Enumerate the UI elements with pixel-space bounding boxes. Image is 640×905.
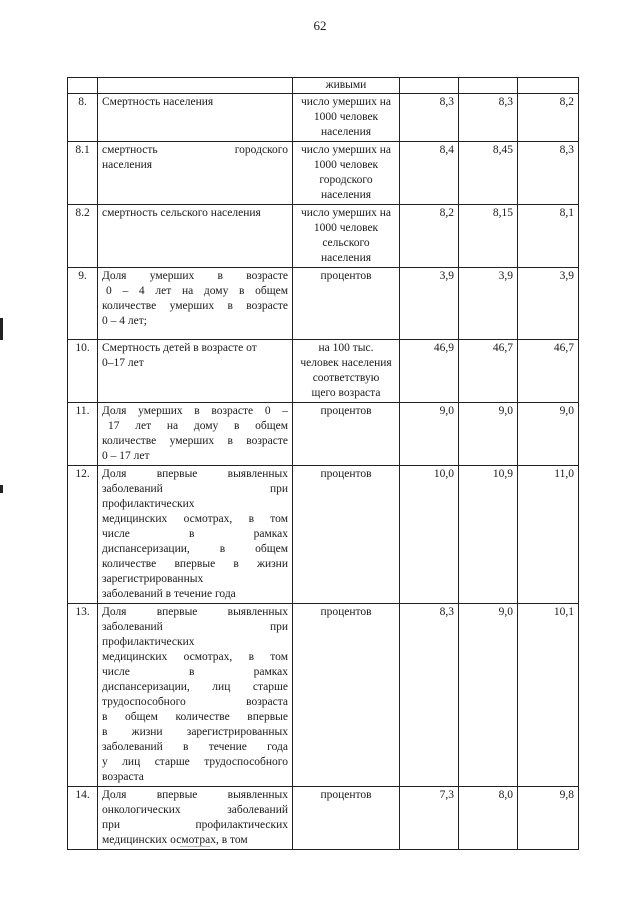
value-cell-year-3: 8,2 bbox=[518, 94, 579, 142]
indicator-name bbox=[98, 787, 293, 850]
indicator-name-line: Доля впервые выявленных bbox=[102, 789, 288, 801]
indicator-name bbox=[98, 466, 293, 604]
indicator-name-line: заболеваний в течение года bbox=[102, 588, 236, 600]
table-row bbox=[68, 142, 579, 205]
value-cell-year-3: 9,8 bbox=[518, 787, 579, 850]
unit-cell bbox=[293, 340, 400, 403]
indicator-name-line: количестве умерших в возрасте bbox=[102, 300, 288, 312]
row-number: 11. bbox=[68, 403, 98, 466]
unit-line: процентов bbox=[320, 606, 372, 618]
value-cell-year-1: 8,3 bbox=[400, 94, 459, 142]
unit-line: процентов bbox=[320, 468, 372, 480]
scan-edge-mark bbox=[0, 485, 3, 493]
unit-line: щего возраста bbox=[311, 387, 381, 399]
indicator-name-line: профилактических bbox=[102, 636, 195, 648]
unit-line: 1000 человек bbox=[313, 111, 379, 123]
value-cell-year-2: 3,9 bbox=[459, 268, 518, 340]
indicator-name-line: числе в рамках bbox=[102, 528, 288, 540]
indicator-name bbox=[98, 268, 293, 340]
value-cell-year-1: 8,4 bbox=[400, 142, 459, 205]
value-cell-year-2: 8,15 bbox=[459, 205, 518, 268]
value-cell-year-3: 10,1 bbox=[518, 604, 579, 787]
value-cell-year-3: 3,9 bbox=[518, 268, 579, 340]
indicator-name-line: диспансеризации, в общем bbox=[102, 543, 288, 555]
indicator-name bbox=[98, 94, 293, 142]
indicator-name bbox=[98, 142, 293, 205]
row-number: 8.1 bbox=[68, 142, 98, 205]
unit-line: процентов bbox=[320, 405, 372, 417]
indicator-name bbox=[98, 205, 293, 268]
value-cell-year-1: 9,0 bbox=[400, 403, 459, 466]
indicator-name-line: в общем количестве впервые bbox=[102, 711, 288, 723]
unit-cell bbox=[293, 142, 400, 205]
unit-line: процентов bbox=[320, 270, 372, 282]
unit-line: сельского bbox=[322, 237, 370, 249]
value-cell-year-2: 8,45 bbox=[459, 142, 518, 205]
indicator-name-line: Доля умерших в возрасте 0 – bbox=[102, 405, 288, 417]
unit-line: городского bbox=[319, 174, 373, 186]
indicator-name-line: медицинских осмотрах, в том bbox=[102, 834, 248, 846]
table-row bbox=[68, 94, 579, 142]
indicator-name-line: заболеваний при bbox=[102, 621, 288, 633]
indicator-name-line: 0 – 4 лет; bbox=[102, 315, 147, 327]
row-number: 13. bbox=[68, 604, 98, 787]
unit-cell bbox=[293, 268, 400, 340]
row-number: 8. bbox=[68, 94, 98, 142]
indicator-name-line: Доля впервые выявленных bbox=[102, 606, 288, 618]
indicator-name-line: количестве впервые в жизни bbox=[102, 558, 288, 570]
indicator-name-line: заболеваний в течение года bbox=[102, 741, 288, 753]
indicator-name bbox=[98, 604, 293, 787]
value-cell-year-3: 9,0 bbox=[518, 403, 579, 466]
table-row bbox=[68, 268, 579, 340]
unit-cell bbox=[293, 94, 400, 142]
unit-line: число умерших на bbox=[300, 144, 392, 156]
indicator-name-line: Смертность детей в возрасте от bbox=[102, 342, 257, 354]
indicator-name-line: 17 лет на дому в общем bbox=[108, 420, 288, 432]
indicator-name-line: смертность сельского населения bbox=[102, 207, 261, 219]
unit-line: число умерших на bbox=[300, 207, 392, 219]
indicators-table bbox=[67, 77, 579, 850]
unit-line: человек населения bbox=[300, 357, 392, 369]
indicator-name-line: числе в рамках bbox=[102, 666, 288, 678]
page-number: 62 bbox=[313, 18, 327, 33]
indicator-name-line: количестве умерших в возрасте bbox=[102, 435, 288, 447]
indicator-name-line: населения bbox=[102, 159, 153, 171]
unit-cell bbox=[293, 787, 400, 850]
row-number: 10. bbox=[68, 340, 98, 403]
indicator-name-line: медицинских осмотрах, в том bbox=[102, 651, 288, 663]
value-cell-year-2: 9,0 bbox=[459, 403, 518, 466]
row-number: 14. bbox=[68, 787, 98, 850]
value-cell-year-3: 46,7 bbox=[518, 340, 579, 403]
table-row bbox=[68, 403, 579, 466]
indicator-name-line: медицинских осмотрах, в том bbox=[102, 513, 288, 525]
indicator-name bbox=[98, 403, 293, 466]
indicator-name-line: трудоспособного возраста bbox=[102, 696, 288, 708]
unit-line: 1000 человек bbox=[313, 159, 379, 171]
unit-line: населения bbox=[320, 252, 372, 264]
unit-line: населения bbox=[320, 189, 372, 201]
value-cell-year-3: 11,0 bbox=[518, 466, 579, 604]
value-cell-year-2: 46,7 bbox=[459, 340, 518, 403]
indicator-name-line: при профилактических bbox=[102, 819, 288, 831]
row-number: 9. bbox=[68, 268, 98, 340]
value-cell-year-1: 46,9 bbox=[400, 340, 459, 403]
unit-line: 1000 человек bbox=[313, 222, 379, 234]
indicator-name-line: диспансеризации, лиц старше bbox=[102, 681, 288, 693]
value-cell-year-1: 8,3 bbox=[400, 604, 459, 787]
unit-line: число умерших на bbox=[300, 96, 392, 108]
indicator-name-line: смертность городского bbox=[102, 144, 288, 156]
value-cell-year-2: 9,0 bbox=[459, 604, 518, 787]
table-row bbox=[68, 604, 579, 787]
indicator-name-line: Доля умерших в возрасте bbox=[102, 270, 288, 282]
indicator-name-line: заболеваний при bbox=[102, 483, 288, 495]
value-cell-year-3: 8,3 bbox=[518, 142, 579, 205]
unit-cell bbox=[293, 403, 400, 466]
value-cell-year-2: 8,3 bbox=[459, 94, 518, 142]
unit-cell bbox=[293, 604, 400, 787]
row-number: 12. bbox=[68, 466, 98, 604]
unit-cell: живыми bbox=[293, 78, 400, 94]
unit-line: соответствую bbox=[312, 372, 380, 384]
table-row bbox=[68, 340, 579, 403]
indicator-name-line: Смертность населения bbox=[102, 96, 214, 108]
indicator-name-line: 0–17 лет bbox=[102, 357, 144, 369]
indicator-name-line: 0 – 4 лет на дому в общем bbox=[106, 285, 288, 297]
indicator-name-line: 0 – 17 лет bbox=[102, 450, 150, 462]
unit-line: на 100 тыс. bbox=[318, 342, 374, 354]
unit-cell bbox=[293, 466, 400, 604]
unit-cell bbox=[293, 205, 400, 268]
indicator-name-line: Доля впервые выявленных bbox=[102, 468, 288, 480]
value-cell-year-1: 3,9 bbox=[400, 268, 459, 340]
value-cell-year-2: 8,0 bbox=[459, 787, 518, 850]
unit-line: населения bbox=[320, 126, 372, 138]
value-cell-year-3: 8,1 bbox=[518, 205, 579, 268]
indicator-name-line: профилактических bbox=[102, 498, 195, 510]
scan-speck bbox=[180, 846, 210, 847]
indicator-name-line: возраста bbox=[102, 771, 144, 783]
unit-line: процентов bbox=[320, 789, 372, 801]
table-row-continuation bbox=[68, 78, 579, 94]
scan-edge-mark bbox=[0, 318, 3, 340]
value-cell-year-1: 10,0 bbox=[400, 466, 459, 604]
value-cell-year-1: 7,3 bbox=[400, 787, 459, 850]
indicator-name-line: в жизни зарегистрированных bbox=[102, 726, 288, 738]
indicator-name-line: зарегистрированных bbox=[102, 573, 204, 585]
indicator-name-line: у лиц старше трудоспособного bbox=[102, 756, 288, 768]
indicator-name-line: онкологических заболеваний bbox=[102, 804, 288, 816]
value-cell-year-1: 8,2 bbox=[400, 205, 459, 268]
value-cell-year-2: 10,9 bbox=[459, 466, 518, 604]
indicator-name bbox=[98, 340, 293, 403]
table-row bbox=[68, 787, 579, 850]
table-row bbox=[68, 466, 579, 604]
table-row bbox=[68, 205, 579, 268]
row-number: 8.2 bbox=[68, 205, 98, 268]
